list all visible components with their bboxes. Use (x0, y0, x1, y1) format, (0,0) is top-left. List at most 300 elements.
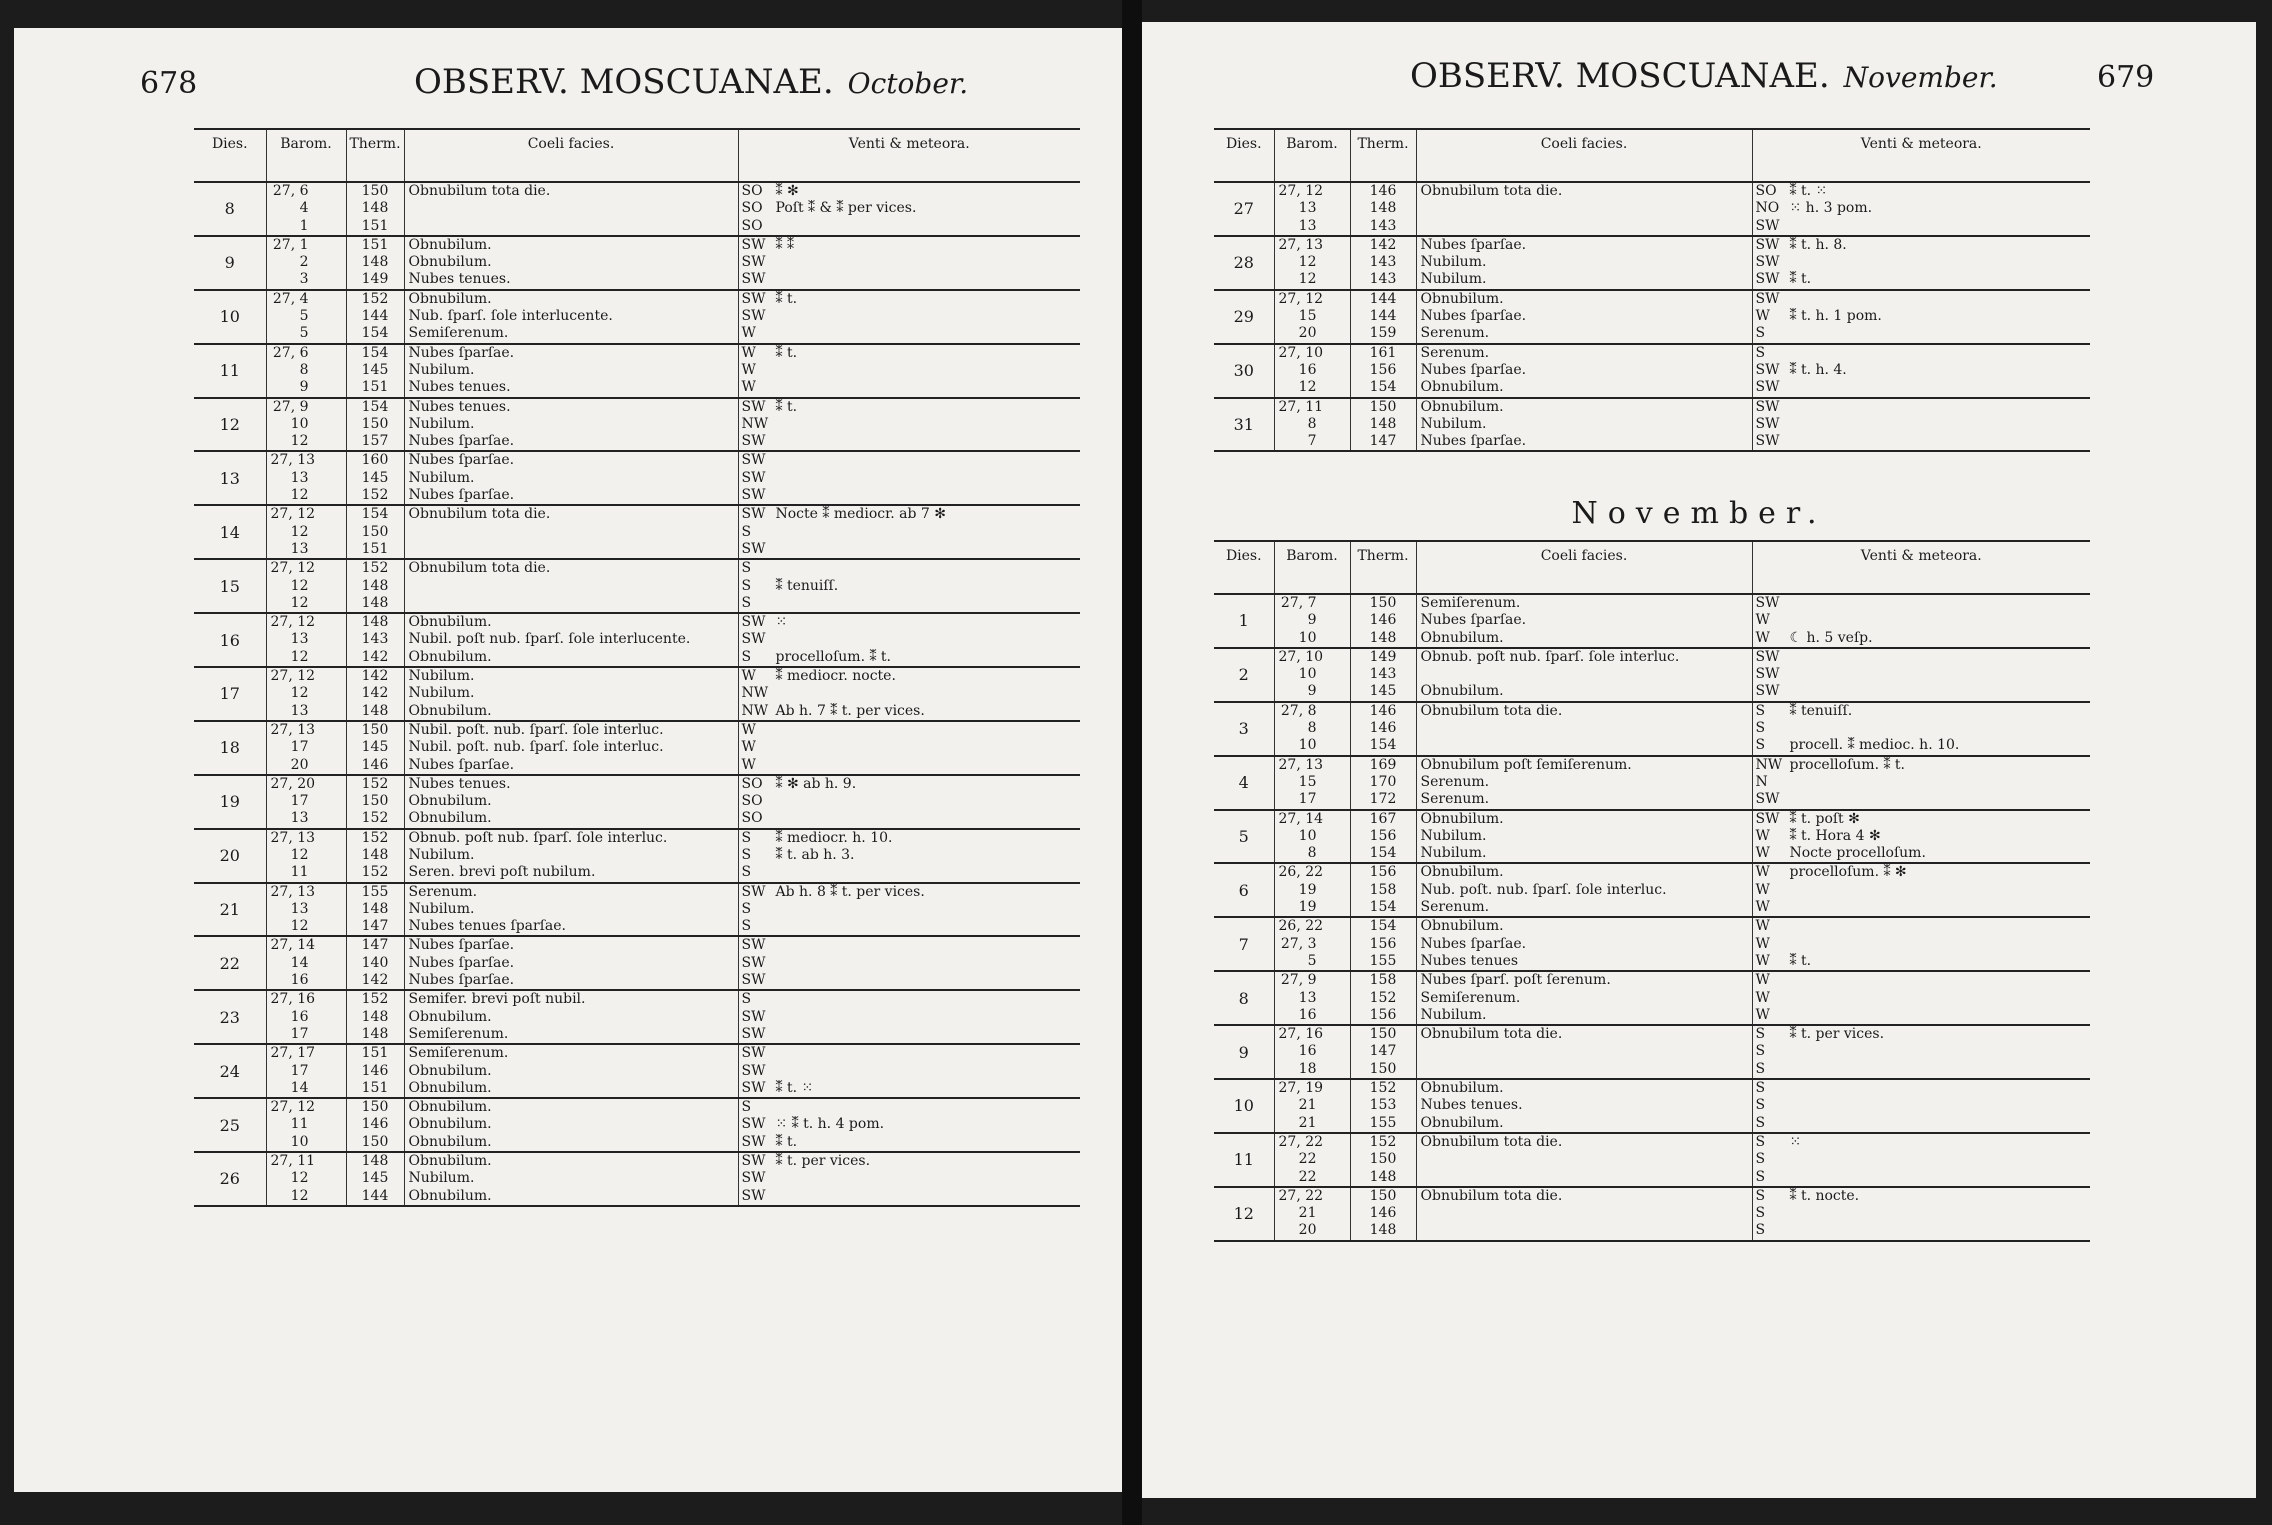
wind-direction: SW (741, 1187, 766, 1204)
thermometer-cell (346, 344, 404, 398)
wind-line (1753, 183, 2091, 200)
thermometer-value: 154 (361, 344, 389, 361)
wind-direction: W (741, 668, 756, 685)
barometer-line (1275, 899, 1350, 916)
thermometer-value: 152 (361, 864, 389, 881)
barometer-line (267, 325, 346, 342)
wind-direction: NW (741, 415, 769, 432)
sky-text: Obnubilum. (408, 290, 492, 307)
sky-text: Obnubilum tota die. (1420, 1133, 1563, 1150)
thermometer-value: 148 (361, 702, 389, 719)
barometer-line (267, 271, 346, 288)
barometer-cell (266, 990, 346, 1044)
sky-text: Nubes ſparſae. (408, 433, 515, 450)
barometer-cell (266, 236, 346, 290)
wind-line (739, 1188, 1081, 1205)
thermometer-value: 155 (1369, 1114, 1397, 1131)
sky-cell (1416, 756, 1752, 810)
barometer-cell (266, 1098, 346, 1152)
barometer-value: 16 (1298, 1006, 1317, 1023)
sky-text: Obnubilum. (408, 702, 492, 719)
barometer-value: 27, 16 (270, 991, 316, 1008)
thermometer-cell (1350, 398, 1416, 452)
sky-text: Nubilum. (408, 900, 475, 917)
sky-text: Obnubilum tota die. (1420, 1187, 1563, 1204)
thermometer-value: 146 (361, 1116, 389, 1133)
wind-direction: S (741, 1099, 752, 1116)
wind-cell (1752, 344, 2090, 398)
barometer-line (1275, 399, 1350, 416)
sky-cell (1416, 1079, 1752, 1133)
wind-direction: SW (741, 236, 766, 253)
barometer-value: 5 (299, 325, 309, 342)
thermometer-value: 145 (361, 1170, 389, 1187)
thermometer-value: 145 (361, 361, 389, 378)
thermometer-cell (1350, 182, 1416, 236)
sky-text: Nubil. poſt. nub. ſparſ. ſole interluc. (408, 739, 664, 756)
barometer-line (1275, 757, 1350, 774)
table-row (194, 936, 1080, 990)
barometer-cell (266, 505, 346, 559)
wind-direction: SW (741, 1170, 766, 1187)
barometer-line (1275, 271, 1350, 288)
sky-text: Nubilum. (408, 469, 475, 486)
barometer-line (267, 1116, 346, 1133)
wind-line (739, 183, 1081, 200)
sky-text: Obnubilum. (1420, 1080, 1504, 1097)
column-header: Coeli facies. (1416, 129, 1752, 182)
thermometer-cell (1350, 1187, 1416, 1241)
wind-direction: W (1755, 899, 1770, 916)
wind-direction: W (1755, 972, 1770, 989)
barometer-value: 10 (1298, 666, 1317, 683)
barometer-value: 27, 16 (1278, 1026, 1324, 1043)
barometer-value: 22 (1298, 1151, 1317, 1168)
day-cell: 8 (1214, 971, 1274, 1025)
barometer-line (267, 1134, 346, 1151)
sky-cell (404, 883, 738, 937)
wind-direction: S (741, 991, 752, 1008)
column-header: Venti & meteora. (738, 129, 1080, 182)
barometer-value: 16 (1298, 361, 1317, 378)
wind-direction: SO (741, 200, 763, 217)
wind-line (1753, 362, 2091, 379)
wind-line (1753, 630, 2091, 647)
sky-text: Obnubilum. (408, 614, 492, 631)
sky-cell (1416, 398, 1752, 452)
left-page (14, 28, 1122, 1492)
wind-cell (738, 1098, 1080, 1152)
sky-cell (1416, 594, 1752, 648)
thermometer-value: 147 (1369, 433, 1397, 450)
page-number: 679 (2097, 60, 2155, 95)
meteor-note: ⁙ (1789, 1133, 1802, 1150)
thermometer-value: 161 (1369, 344, 1397, 361)
sky-text: Nubilum. (408, 668, 475, 685)
wind-line (739, 884, 1081, 901)
wind-direction: W (1755, 881, 1770, 898)
barometer-value: 27, 22 (1278, 1133, 1324, 1150)
wind-line (1753, 325, 2091, 342)
wind-direction: S (741, 829, 752, 846)
barometer-line (267, 1026, 346, 1043)
barometer-value: 13 (290, 900, 309, 917)
barometer-line (267, 1045, 346, 1062)
barometer-value: 13 (1298, 989, 1317, 1006)
wind-line (739, 433, 1081, 450)
thermometer-value: 147 (1369, 1043, 1397, 1060)
barometer-line (1275, 254, 1350, 271)
sky-text: Nubilum. (408, 846, 475, 863)
thermometer-value: 154 (1369, 379, 1397, 396)
barometer-value: 16 (290, 1008, 309, 1025)
sky-text: Nubilum. (1420, 827, 1487, 844)
barometer-line (267, 1009, 346, 1026)
wind-direction: W (1755, 989, 1770, 1006)
meteor-note: ⁑ ✻ ab h. 9. (775, 775, 857, 792)
thermometer-cell (346, 829, 404, 883)
wind-direction: NW (1755, 756, 1783, 773)
barometer-value: 8 (1307, 845, 1317, 862)
day-cell: 31 (1214, 398, 1274, 452)
thermometer-value: 147 (361, 918, 389, 935)
sky-text: Serenum. (1420, 899, 1490, 916)
thermometer-value: 154 (1369, 845, 1397, 862)
wind-line (1753, 291, 2091, 308)
meteor-note: ⁑ t. (775, 344, 798, 361)
wind-line (739, 918, 1081, 935)
wind-direction: W (741, 756, 756, 773)
sky-cell (1416, 290, 1752, 344)
barometer-value: 15 (1298, 308, 1317, 325)
thermometer-value: 143 (1369, 271, 1397, 288)
sky-text: Nubes tenues (1420, 952, 1519, 969)
wind-direction: SW (1755, 398, 1780, 415)
wind-direction: W (1755, 918, 1770, 935)
wind-line (739, 524, 1081, 541)
page-number: 678 (140, 66, 198, 101)
barometer-cell (266, 829, 346, 883)
column-header: Venti & meteora. (1752, 541, 2090, 594)
wind-direction: SO (741, 775, 763, 792)
wind-direction: SW (741, 1116, 766, 1133)
wind-direction: S (741, 864, 752, 881)
sky-text: Nubes ſparſae. (1420, 361, 1527, 378)
barometer-value: 10 (1298, 629, 1317, 646)
thermometer-value: 142 (361, 972, 389, 989)
wind-direction: SW (1755, 810, 1780, 827)
table-row (194, 1044, 1080, 1098)
sky-text: Nubes ſparſae. (1420, 612, 1527, 629)
barometer-value: 16 (290, 972, 309, 989)
barometer-line (267, 379, 346, 396)
thermometer-value: 144 (1369, 308, 1397, 325)
barometer-cell (1274, 398, 1350, 452)
barometer-value: 27, 9 (272, 398, 309, 415)
day-cell: 6 (1214, 863, 1274, 917)
thermometer-value: 144 (361, 308, 389, 325)
barometer-value: 12 (290, 433, 309, 450)
sky-cell (1416, 702, 1752, 756)
thermometer-value: 152 (361, 775, 389, 792)
thermometer-value: 158 (1369, 881, 1397, 898)
thermometer-cell (1350, 1079, 1416, 1133)
day-cell: 14 (194, 505, 266, 559)
sky-cell (1416, 236, 1752, 290)
barometer-line (1275, 237, 1350, 254)
sky-text: Obnubilum. (1420, 629, 1504, 646)
barometer-line (267, 345, 346, 362)
barometer-cell (266, 559, 346, 613)
wind-line (739, 1026, 1081, 1043)
wind-direction: SW (741, 469, 766, 486)
barometer-value: 27, 11 (1278, 398, 1324, 415)
sky-text (1417, 1169, 1752, 1186)
barometer-value: 27, 12 (1278, 290, 1324, 307)
meteor-note: ⁑ mediocr. h. 10. (775, 829, 893, 846)
sky-cell (404, 829, 738, 883)
sky-text: Obnubilum tota die. (1420, 1026, 1563, 1043)
wind-line (739, 218, 1081, 235)
barometer-line (1275, 1134, 1350, 1151)
thermometer-value: 142 (361, 668, 389, 685)
barometer-line (267, 254, 346, 271)
wind-line (739, 722, 1081, 739)
thermometer-value: 152 (361, 829, 389, 846)
wind-direction: S (741, 523, 752, 540)
day-cell: 12 (194, 398, 266, 452)
day-cell: 25 (194, 1098, 266, 1152)
barometer-cell (1274, 1133, 1350, 1187)
barometer-line (1275, 1061, 1350, 1078)
wind-direction: S (1755, 344, 1766, 361)
sky-cell (404, 990, 738, 1044)
day-cell: 11 (194, 344, 266, 398)
thermometer-value: 160 (361, 452, 389, 469)
wind-line (739, 631, 1081, 648)
meteor-note: ⁑ t. (775, 290, 798, 307)
wind-direction: SW (741, 883, 766, 900)
sky-text: Nub. ſparſ. ſole interlucente. (408, 308, 613, 325)
sky-text: Obnubilum. (408, 793, 492, 810)
wind-direction: W (1755, 864, 1770, 881)
title-text: OBSERV. MOSCUANAE. (414, 62, 834, 102)
wind-direction: S (1755, 702, 1766, 719)
meteor-note: ⁑ mediocr. nocte. (775, 668, 896, 685)
wind-direction: SW (741, 1062, 766, 1079)
thermometer-value: 150 (1369, 1187, 1397, 1204)
thermometer-value: 149 (1369, 648, 1397, 665)
barometer-cell (266, 613, 346, 667)
wind-cell (738, 559, 1080, 613)
thermometer-value: 167 (1369, 810, 1397, 827)
barometer-cell (1274, 182, 1350, 236)
thermometer-value: 148 (361, 254, 389, 271)
wind-line (739, 345, 1081, 362)
barometer-value: 20 (290, 756, 309, 773)
barometer-value: 27, 13 (270, 883, 316, 900)
barometer-line (267, 810, 346, 827)
wind-direction: SW (741, 290, 766, 307)
wind-direction: W (741, 721, 756, 738)
sky-text: Nubilum. (408, 361, 475, 378)
thermometer-value: 145 (361, 469, 389, 486)
sky-cell (1416, 971, 1752, 1025)
wind-direction: SW (741, 631, 766, 648)
wind-line (739, 776, 1081, 793)
wind-direction: W (1755, 952, 1770, 969)
thermometer-value: 150 (1369, 1060, 1397, 1077)
wind-cell (738, 344, 1080, 398)
barometer-line (1275, 774, 1350, 791)
table-row (1214, 594, 2090, 648)
thermometer-value: 152 (1369, 1133, 1397, 1150)
sky-text: Obnubilum. (408, 1079, 492, 1096)
wind-direction: SW (741, 954, 766, 971)
thermometer-value: 150 (361, 1133, 389, 1150)
thermometer-value: 148 (1369, 1168, 1397, 1185)
column-header: Barom. (1274, 541, 1350, 594)
barometer-line (1275, 291, 1350, 308)
wind-direction: S (741, 560, 752, 577)
wind-direction: SW (741, 937, 766, 954)
sky-text: Nubil. poſt nub. ſparſ. ſole interlucente. (408, 631, 691, 648)
sky-text: Nub. poſt. nub. ſparſ. ſole interluc. (1420, 881, 1667, 898)
barometer-value: 27, 6 (272, 183, 309, 199)
column-header: Coeli facies. (1416, 541, 1752, 594)
day-cell: 20 (194, 829, 266, 883)
thermometer-cell (346, 936, 404, 990)
wind-cell (738, 721, 1080, 775)
thermometer-cell (346, 290, 404, 344)
sky-text: Obnub. poſt nub. ſparſ. ſole interluc. (408, 829, 668, 846)
wind-line (739, 200, 1081, 217)
table-row (194, 290, 1080, 344)
column-header: Venti & meteora. (1752, 129, 2090, 182)
sky-text: Obnubilum. (408, 1187, 492, 1204)
sky-text (405, 200, 738, 217)
barometer-line (267, 685, 346, 702)
wind-direction: SW (1755, 791, 1780, 808)
table-row (194, 775, 1080, 829)
day-cell: 10 (1214, 1079, 1274, 1133)
thermometer-cell (1350, 648, 1416, 702)
wind-line (1753, 200, 2091, 217)
column-header: Dies. (1214, 541, 1274, 594)
wind-line (739, 578, 1081, 595)
table-row (1214, 1025, 2090, 1079)
barometer-cell (266, 290, 346, 344)
barometer-value: 12 (1298, 254, 1317, 271)
barometer-line (1275, 918, 1350, 935)
wind-line (1753, 918, 2091, 935)
sky-text (1417, 1151, 1752, 1168)
wind-cell (738, 775, 1080, 829)
barometer-line (1275, 649, 1350, 666)
wind-direction: W (1755, 612, 1770, 629)
barometer-value: 27, 19 (1278, 1080, 1324, 1097)
barometer-line (267, 901, 346, 918)
table-row (1214, 344, 2090, 398)
table-row (194, 667, 1080, 721)
sky-text: Nubilum. (408, 415, 475, 432)
thermometer-value: 152 (361, 290, 389, 307)
barometer-line (1275, 990, 1350, 1007)
thermometer-value: 151 (361, 236, 389, 253)
barometer-cell (266, 182, 346, 236)
wind-line (1753, 649, 2091, 666)
thermometer-value: 144 (361, 1187, 389, 1204)
barometer-value: 27, 4 (272, 290, 309, 307)
thermometer-value: 151 (361, 1079, 389, 1096)
wind-line (1753, 433, 2091, 450)
sky-text: Nubes tenues ſparſae. (408, 918, 566, 935)
sky-text: Obnubilum poſt ſemiſerenum. (1420, 756, 1632, 773)
barometer-value: 27, 12 (270, 560, 316, 577)
wind-line (1753, 1151, 2091, 1168)
meteor-note: ⁑ ✻ (775, 183, 799, 199)
table-row (194, 721, 1080, 775)
barometer-line (1275, 864, 1350, 881)
barometer-value: 27, 13 (270, 721, 316, 738)
sky-cell (1416, 1187, 1752, 1241)
sky-text (405, 218, 738, 235)
sky-cell (404, 236, 738, 290)
barometer-line (1275, 703, 1350, 720)
thermometer-cell (346, 990, 404, 1044)
barometer-line (267, 776, 346, 793)
sky-text: Nubilum. (1420, 271, 1487, 288)
column-header: Coeli facies. (404, 129, 738, 182)
day-cell: 19 (194, 775, 266, 829)
table-row (1214, 971, 2090, 1025)
wind-direction: SW (1755, 254, 1780, 271)
day-cell: 1 (1214, 594, 1274, 648)
sky-text (1417, 200, 1752, 217)
sky-text: Obnubilum. (408, 1008, 492, 1025)
sky-cell (404, 398, 738, 452)
wind-line (739, 362, 1081, 379)
barometer-value: 5 (299, 308, 309, 325)
barometer-cell (1274, 290, 1350, 344)
thermometer-value: 144 (1369, 290, 1397, 307)
wind-direction: SO (1755, 183, 1777, 199)
thermometer-value: 158 (1369, 972, 1397, 989)
meteor-note: procell. ⁑ medioc. h. 10. (1789, 737, 1960, 754)
barometer-value: 19 (1298, 899, 1317, 916)
day-cell: 3 (1214, 702, 1274, 756)
thermometer-value: 150 (361, 415, 389, 432)
barometer-line (267, 218, 346, 235)
barometer-line (1275, 972, 1350, 989)
thermometer-value: 150 (1369, 595, 1397, 611)
meteor-note: ⁑ t. h. 4. (1789, 361, 1847, 378)
thermometer-value: 146 (361, 1062, 389, 1079)
barometer-cell (266, 451, 346, 505)
thermometer-value: 152 (1369, 1080, 1397, 1097)
thermometer-value: 159 (1369, 325, 1397, 342)
wind-direction: SW (741, 433, 766, 450)
sky-text: Nubil. poſt. nub. ſparſ. ſole interluc. (408, 721, 664, 738)
wind-direction: NW (741, 685, 769, 702)
sky-text: Serenum. (1420, 344, 1490, 361)
thermometer-value: 148 (1369, 200, 1397, 217)
barometer-line (267, 757, 346, 774)
thermometer-cell (346, 451, 404, 505)
barometer-line (1275, 845, 1350, 862)
wind-direction: S (741, 577, 752, 594)
sky-text: Nubilum. (1420, 415, 1487, 432)
